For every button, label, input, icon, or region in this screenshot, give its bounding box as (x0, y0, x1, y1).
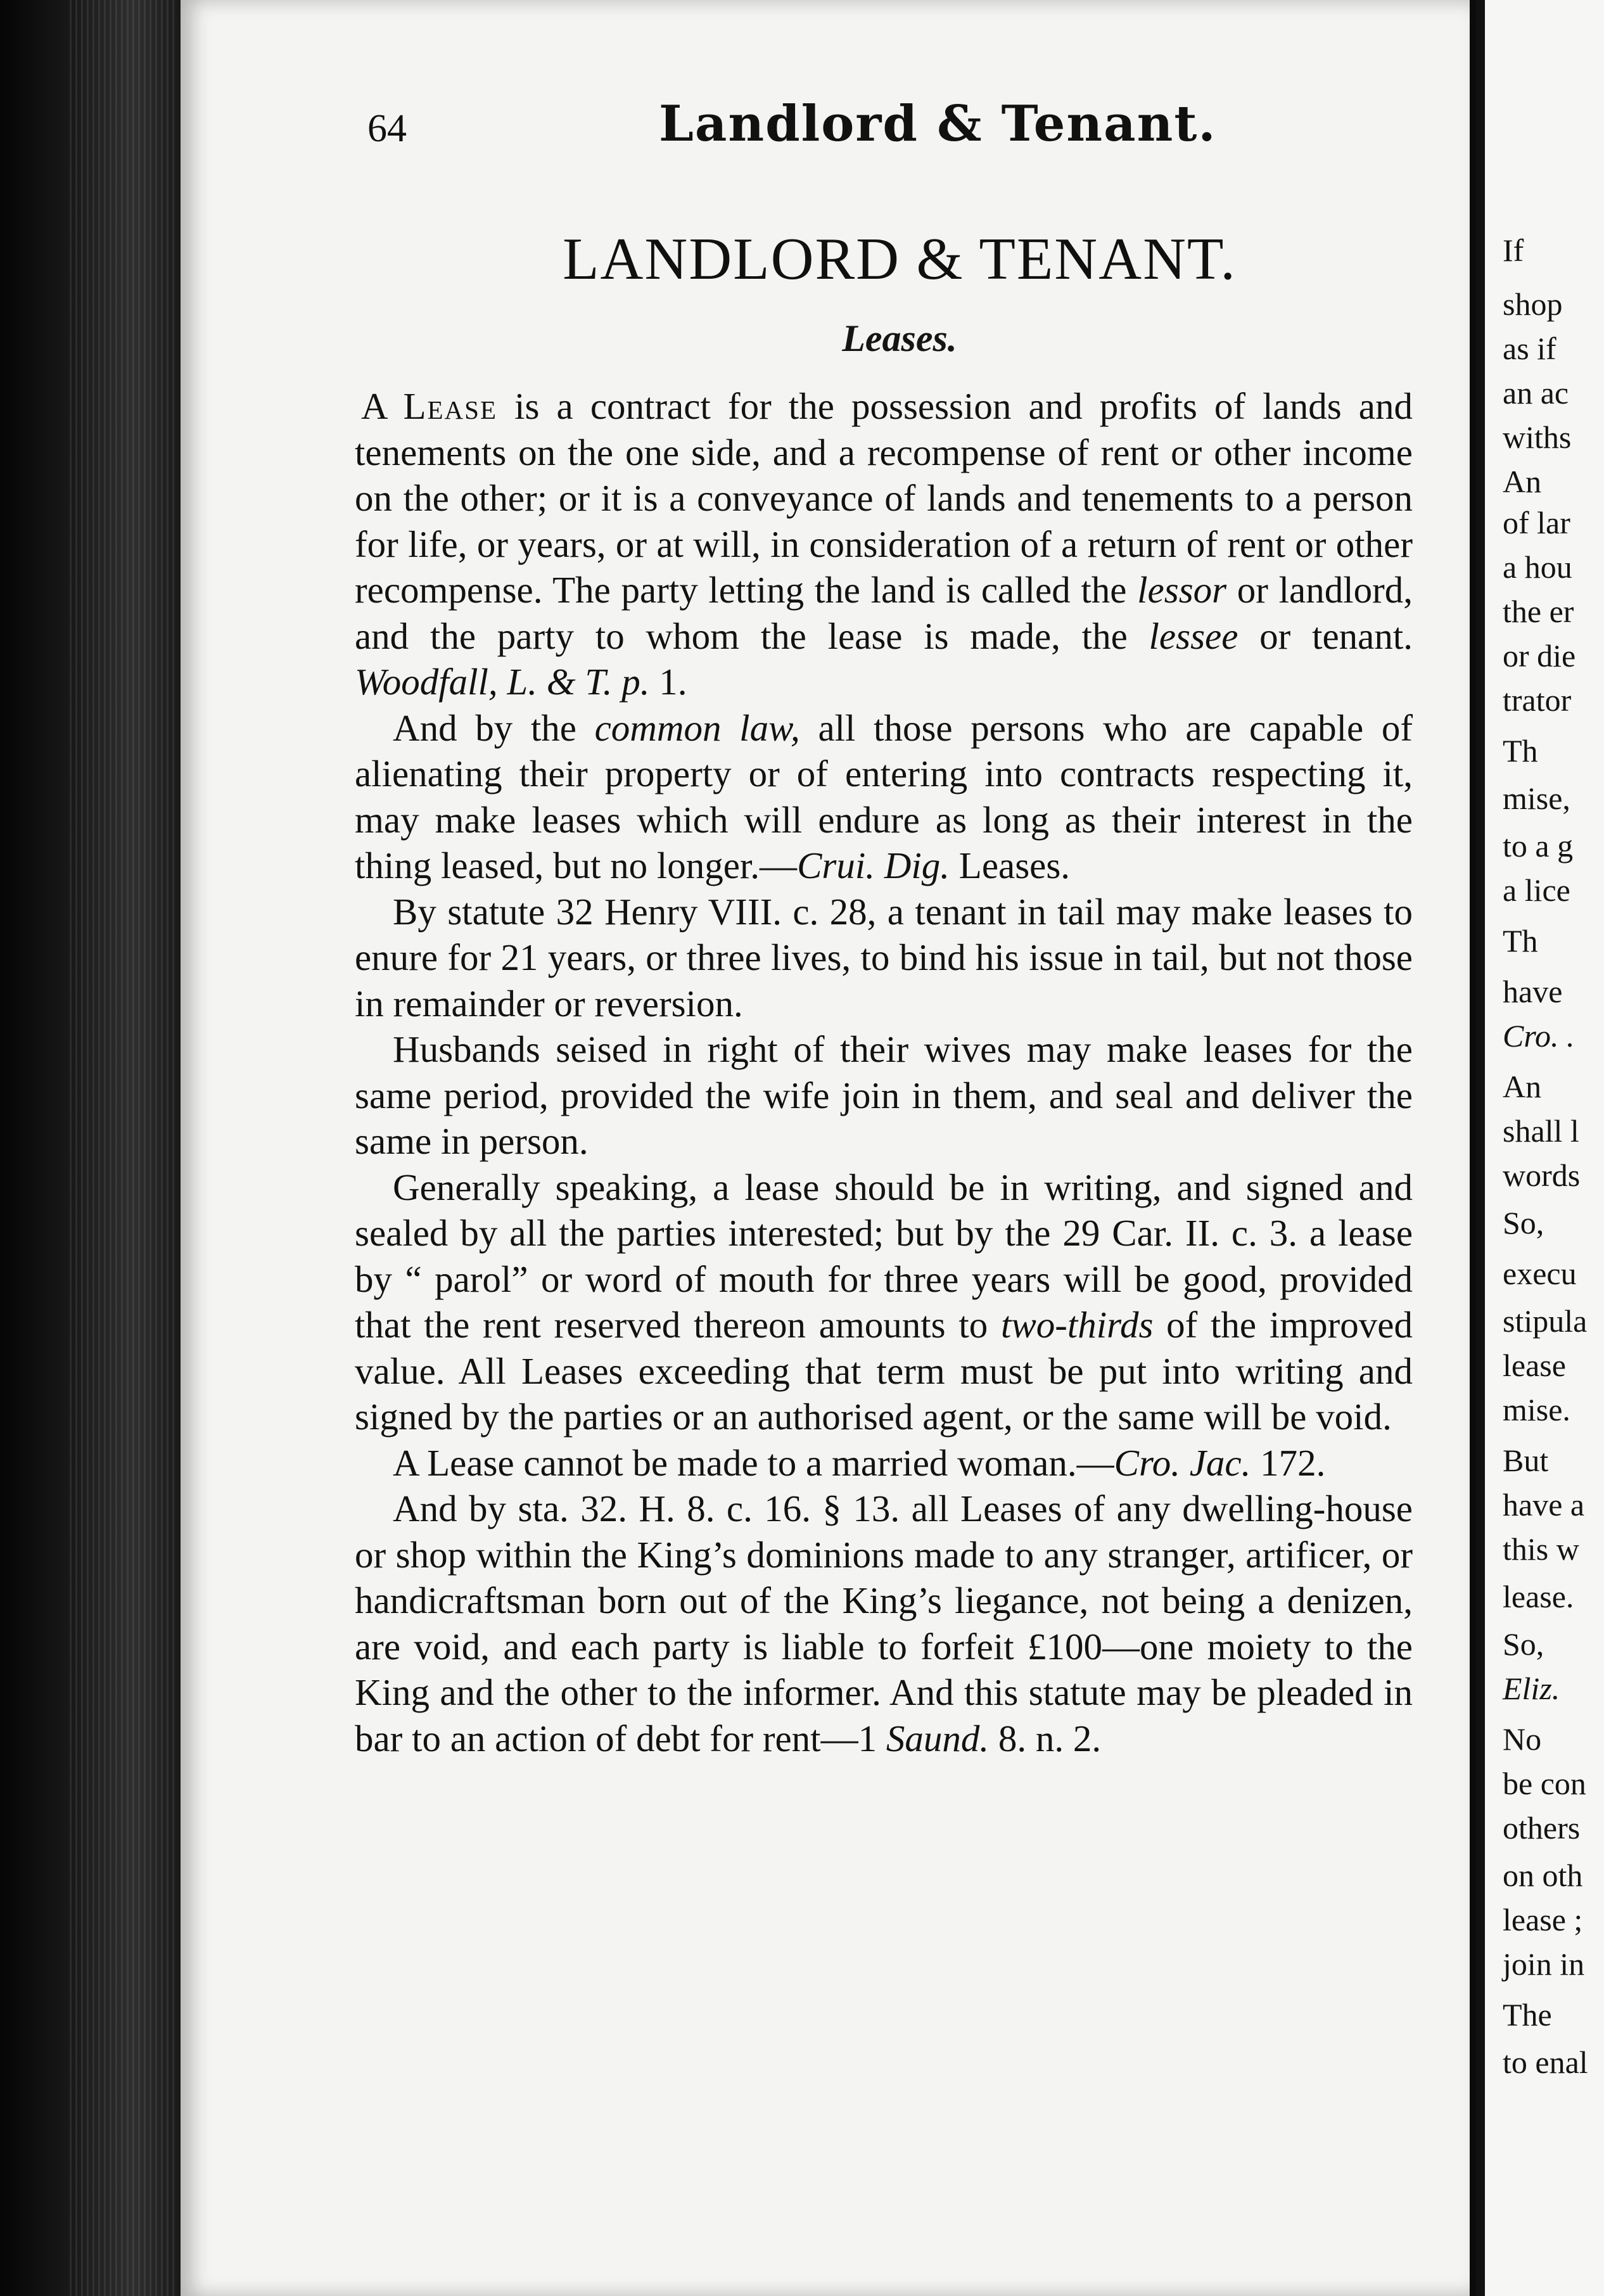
next-page-line: on oth (1503, 1858, 1583, 1893)
next-page-line: an ac (1503, 375, 1569, 411)
running-head-title: Landlord & Tenant. (659, 95, 1217, 153)
next-page-line: Th (1503, 923, 1538, 959)
next-page-line: shop (1503, 286, 1563, 322)
next-page-line: of lar (1503, 505, 1570, 540)
paragraph-lease-definition: A Lease is a contract for the possession and profits of lands and tenements on the one side, and a recompense of rent or other income on the other; or it is a conveyance of lands and tenements to a person for life, or years, or at will, in consideration of a return of rent or other recompense. The party letting the land is called the lessor or landlord, and the party to whom the lease is made, the lessee or tenant. Woodfall, L. & T. p. 1. (355, 385, 1413, 703)
next-page-line: Cro. . (1503, 1018, 1575, 1054)
next-page-line: Eliz. (1503, 1671, 1560, 1706)
page-title: LANDLORD & TENANT. (563, 226, 1237, 292)
page-number: 64 (367, 107, 407, 150)
next-page-line: words (1503, 1158, 1581, 1193)
next-page-line: shall l (1503, 1113, 1579, 1149)
paragraph-husbands: Husbands seised in right of their wives may make leases for the same period, provided the wife join in them, and seal and deliver the same in person. (355, 1028, 1413, 1162)
next-page-line: lease (1503, 1348, 1566, 1383)
next-page-line: An (1503, 1069, 1542, 1104)
paragraph-writing: Generally speaking, a lease should be in writing, and signed and sealed by all the parties interested; but by the 29 Car. II. c. 3. a lease by “ parol” or word of mouth for three years will be good, provided that the rent reserved thereon amounts to two-thirds of the improved value. All Leases exceeding that term must be put into writing and signed by the parties or an authorised agent, or the same will be void. (355, 1166, 1413, 1438)
next-page-line: have a (1503, 1487, 1585, 1522)
next-page-edge (1476, 0, 1604, 2296)
next-page-line: lease ; (1503, 1902, 1583, 1937)
next-page-line: So, (1503, 1626, 1544, 1662)
next-page-line: this w (1503, 1531, 1579, 1567)
next-page-line: stipula (1503, 1303, 1588, 1339)
next-page-line: others (1503, 1810, 1581, 1846)
next-page-line: withs (1503, 419, 1572, 455)
next-page-line: But (1503, 1443, 1549, 1478)
next-page-line: The (1503, 1997, 1552, 2032)
next-page-line: a hou (1503, 549, 1572, 585)
next-page-line: execu (1503, 1256, 1577, 1291)
next-page-line: mise, (1503, 781, 1570, 816)
next-page-line: If (1503, 233, 1524, 268)
next-page-line: mise. (1503, 1392, 1570, 1427)
next-page-line: trator (1503, 682, 1572, 718)
next-page-line: to a g (1503, 828, 1574, 864)
next-page-line: as if (1503, 331, 1556, 366)
running-head (367, 95, 1457, 152)
body-text (355, 383, 1413, 1761)
next-page-line: to enal (1503, 2044, 1588, 2080)
next-page-line: So, (1503, 1205, 1544, 1240)
next-page-line: have (1503, 974, 1563, 1009)
next-page-line: or die (1503, 638, 1576, 673)
next-page-line: Th (1503, 733, 1538, 769)
next-page-line: lease. (1503, 1579, 1574, 1614)
next-page-line: join in (1503, 1946, 1585, 1982)
next-page-line: No (1503, 1721, 1542, 1757)
paragraph-married-woman: A Lease cannot be made to a married woman.—Cro. Jac. 172. (393, 1441, 1326, 1484)
next-page-line: a lice (1503, 872, 1570, 908)
next-page-line: An (1503, 464, 1542, 499)
next-page-line: the er (1503, 594, 1574, 629)
section-subtitle: Leases. (842, 317, 957, 359)
paragraph-stranger-statute: And by sta. 32. H. 8. c. 16. § 13. all Leases of any dwelling-house or shop within the King’s dominions made to any stranger, artificer, or handicraftsman born out of the King’s liegance, not being a denizen, are void, and each party is liable to forfeit £100—one moiety to the King and the other to the informer. And this statute may be pleaded in bar to an action of debt for rent—1 Saund. 8. n. 2. (355, 1488, 1413, 1759)
paragraph-common-law: And by the common law, all those persons who are capable of alienating their property or of entering into contracts respecting it, may make leases which will endure as long as their interest in the thing leased, but no longer.—Crui. Dig. Leases. (355, 706, 1413, 886)
next-page-line: be con (1503, 1766, 1586, 1801)
binding-edge (70, 0, 177, 2296)
paragraph-statute-henry: By statute 32 Henry VIII. c. 28, a tenant in tail may make leases to enure for 21 years, or three lives, to bind his issue in tail, but not those in remainder or reversion. (355, 890, 1413, 1024)
